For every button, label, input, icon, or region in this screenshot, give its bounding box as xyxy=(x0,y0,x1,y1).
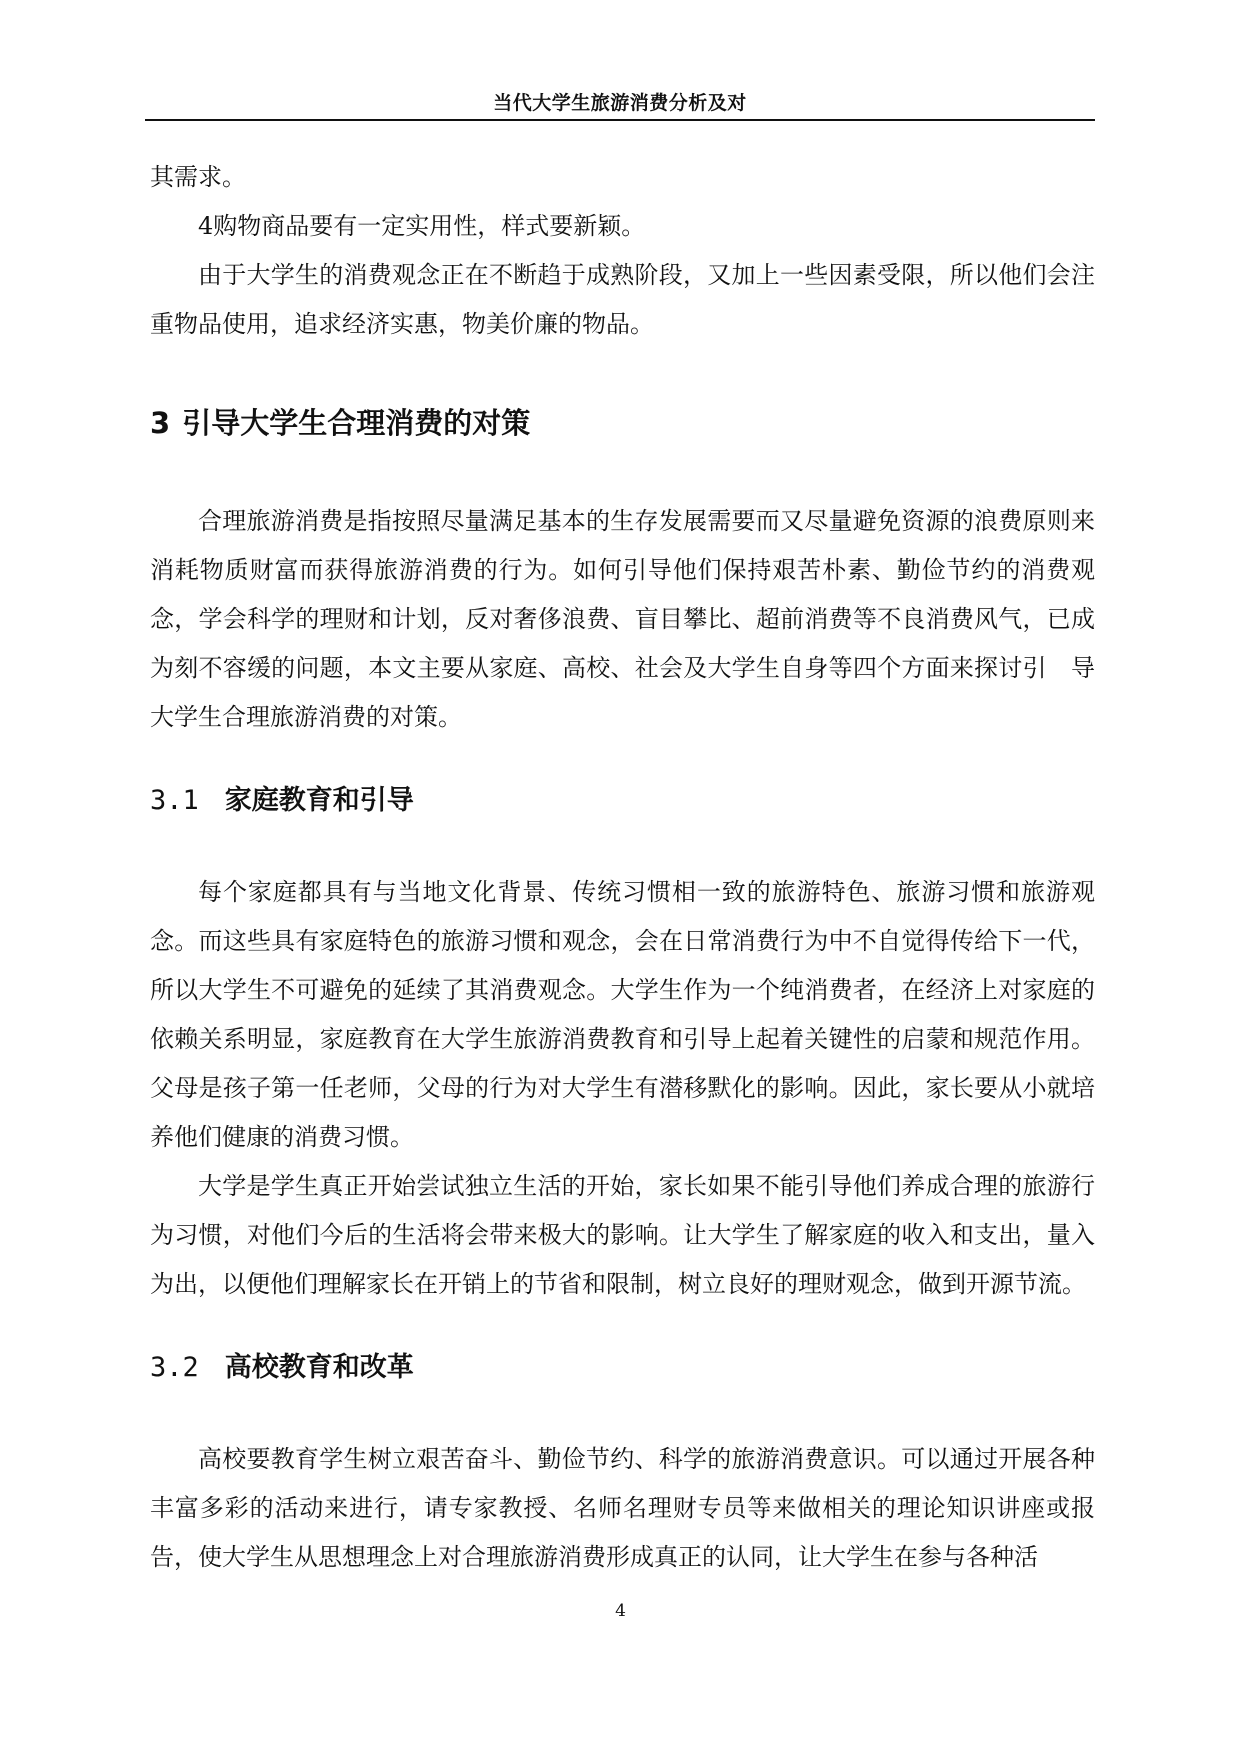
paragraph-consumption-concept: 由于大学生的消费观念正在不断趋于成熟阶段，又加上一些因素受限，所以他们会注重物品使用，追求经济实惠，物美价廉的物品。 xyxy=(150,261,1095,338)
section-3-title: 引导大学生合理消费的对策 xyxy=(182,406,531,440)
section-3-2-paragraph-1: 高校要教育学生树立艰苦奋斗、勤俭节约、科学的旅游消费意识。可以通过开展各种丰富多彩的活动来进行，请专家教授、名师名理财专员等来做相关的理论知识讲座或报告，使大学生从思想理念上对合理旅游消费形成真正的认同，让大学生在参与各种活 xyxy=(150,1445,1095,1571)
section-3-1-number: 3.1 xyxy=(150,785,199,816)
paragraph-continuation: 其需求。 xyxy=(150,163,246,191)
section-3-2-heading xyxy=(150,1347,1095,1389)
section-3-1-title: 家庭教育和引导 xyxy=(224,785,414,816)
section-3-1-paragraph-2: 大学是学生真正开始尝试独立生活的开始，家长如果不能引导他们养成合理的旅游行为习惯，对他们今后的生活将会带来极大的影响。让大学生了解家庭的收入和支出，量入为出，以便他们理解家长在开销上的节省和限制，树立良好的理财观念，做到开源节流。 xyxy=(150,1172,1095,1298)
section-3-2-number: 3.2 xyxy=(150,1352,199,1383)
paragraph-item-4: 4购物商品要有一定实用性，样式要新颖。 xyxy=(198,212,646,240)
section-3-1-paragraph-1: 每个家庭都具有与当地文化背景、传统习惯相一致的旅游特色、旅游习惯和旅游观念。而这些具有家庭特色的旅游习惯和观念，会在日常消费行为中不自觉得传给下一代，所以大学生不可避免的延续了其消费观念。大学生作为一个纯消费者，在经济上对家庭的依赖关系明显，家庭教育在大学生旅游消费教育和引导上起着关键性的启蒙和规范作用。父母是孩子第一任老师，父母的行为对大学生有潜移默化的影响。因此，家长要从小就培养他们健康的消费习惯。 xyxy=(150,878,1095,1151)
section-3-heading xyxy=(150,401,1095,445)
section-3-paragraph: 合理旅游消费是指按照尽量满足基本的生存发展需要而又尽量避免资源的浪费原则来消耗物质财富而获得旅游消费的行为。如何引导他们保持艰苦朴素、勤俭节约的消费观念，学会科学的理财和计划，反对奢侈浪费、盲目攀比、超前消费等不良消费风气，已成为刻不容缓的问题，本文主要从家庭、高校、社会及大学生自身等四个方面来探讨引 导大学生合理旅游消费的对策。 xyxy=(150,507,1095,731)
section-3-number: 3 xyxy=(150,406,171,440)
page-number: 4 xyxy=(615,1601,626,1621)
running-header: 当代大学生旅游消费分析及对 xyxy=(493,92,747,114)
header-rule xyxy=(145,119,1095,121)
page-content xyxy=(150,153,1095,1582)
section-3-1-heading xyxy=(150,780,1095,822)
section-3-2-title: 高校教育和改革 xyxy=(224,1352,414,1383)
